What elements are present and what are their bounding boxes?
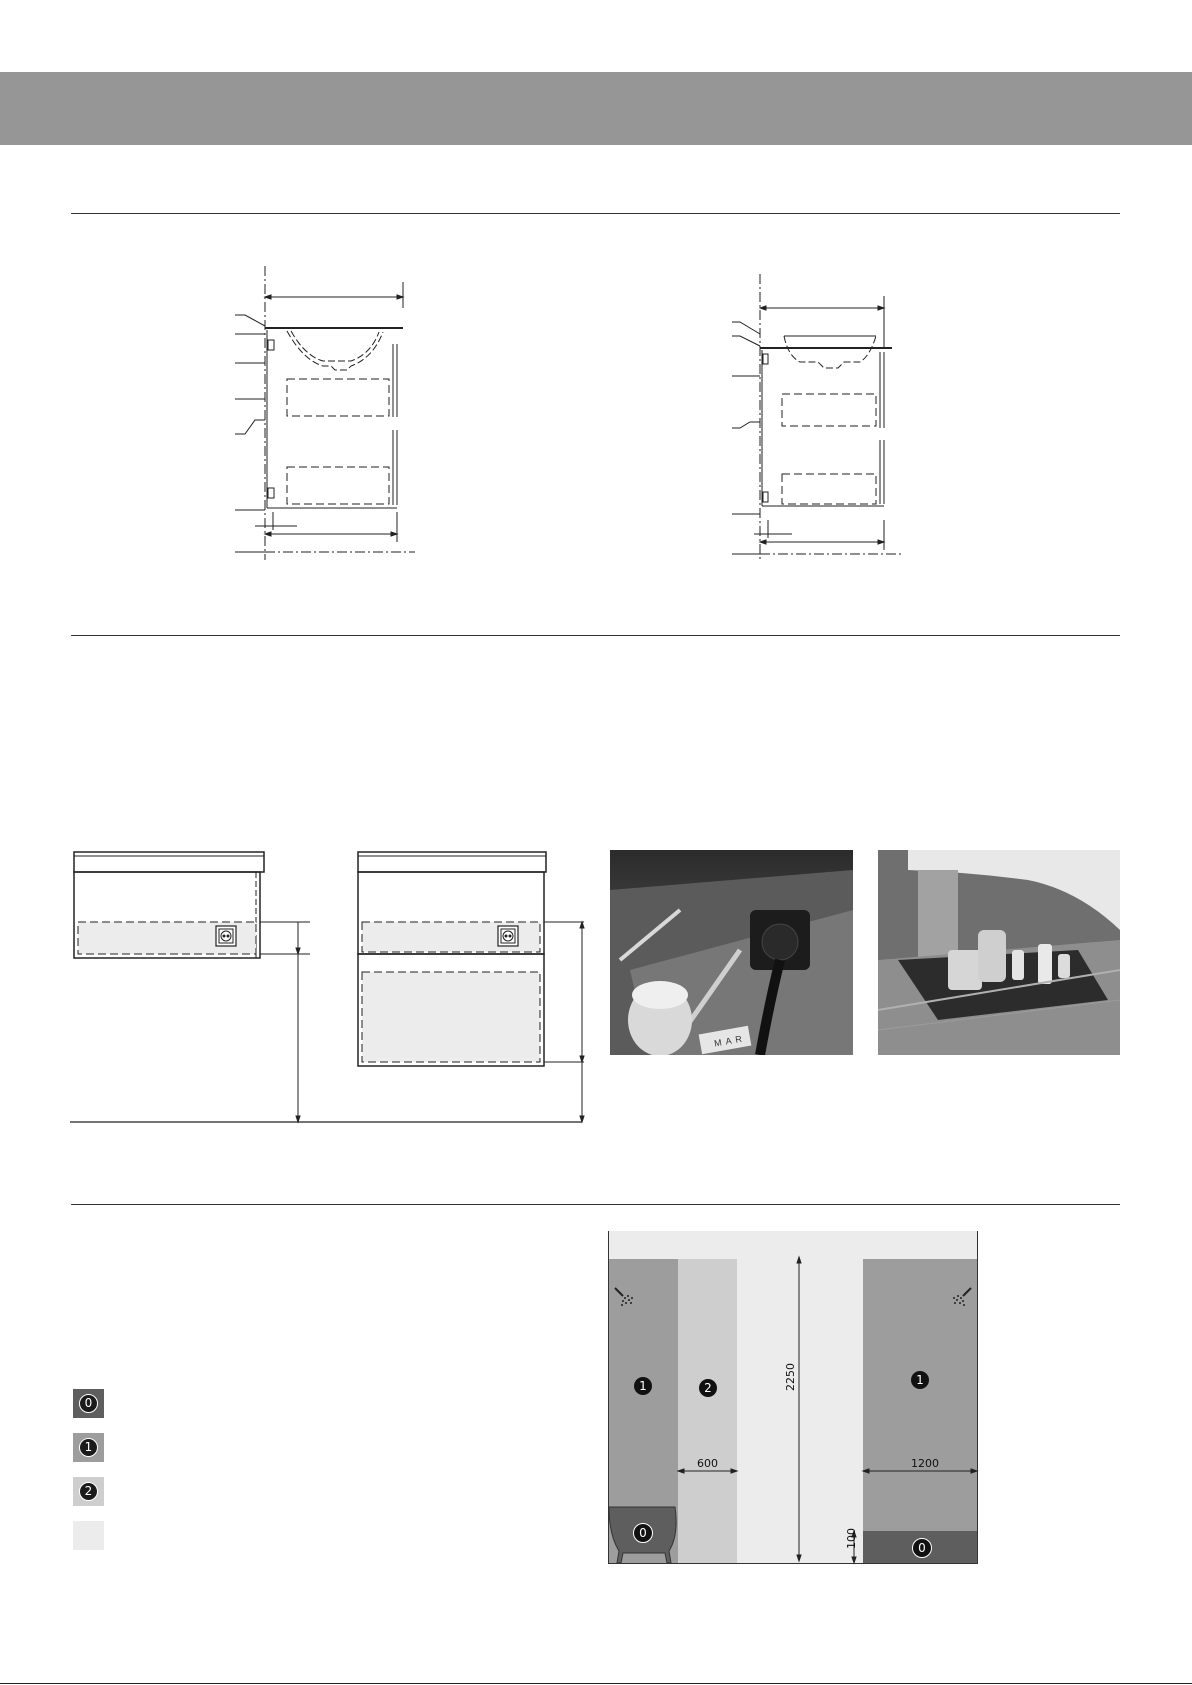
drawer-organizer-photo [878,850,1120,1055]
section-rule-middle [71,635,1120,636]
vanity-side-view-drawing-1 [225,262,425,562]
dimension-height-label: 2250 [784,1363,797,1391]
legend-swatch-zone-1 [73,1433,104,1462]
section-rule-bottom [71,1204,1120,1205]
zones-dimension-lines [609,1231,977,1563]
bathroom-zones-diagram [608,1231,978,1564]
drawer-socket-photo [610,850,853,1055]
cabinet-front-view-two-drawers [320,848,590,1128]
dimension-floor-offset-label: 100 [845,1528,858,1549]
header-band [0,72,1192,145]
legend-badge-zone-2: 2 [79,1482,98,1501]
zone-badge-0-left: 0 [633,1523,653,1543]
page-bottom-line [0,1683,1192,1684]
legend-swatch-zone-3 [73,1521,104,1550]
section-rule-top [71,213,1120,214]
vanity-side-view-drawing-2 [720,270,920,570]
socket-photo-label: M A R [713,1033,744,1049]
legend-swatch-zone-2 [73,1477,104,1506]
dimension-zone1-width-label: 1200 [911,1457,939,1470]
cabinet-front-view-one-drawer [70,848,320,1128]
dimension-zone2-width-label: 600 [697,1457,718,1470]
legend-badge-zone-1: 1 [79,1438,98,1457]
zone-badge-0-right: 0 [912,1538,932,1558]
zone-badge-2: 2 [699,1379,717,1397]
legend-swatch-zone-0 [73,1389,104,1418]
zone-badge-1-left: 1 [634,1377,652,1395]
legend-badge-zone-0: 0 [79,1394,98,1413]
zone-badge-1-right: 1 [911,1371,929,1389]
